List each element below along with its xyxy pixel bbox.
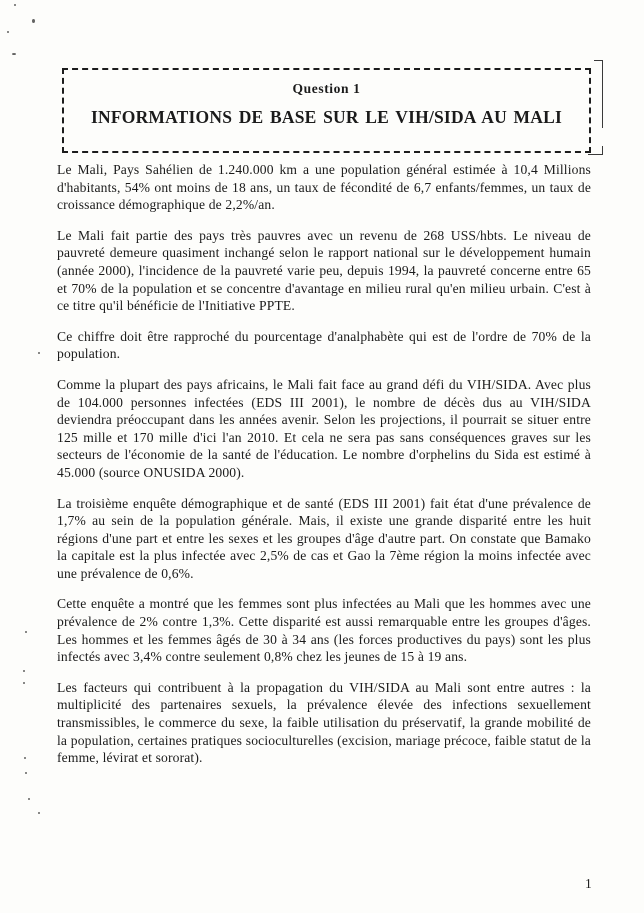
scan-speck: [25, 631, 27, 633]
paragraph-demography: Le Mali, Pays Sahélien de 1.240.000 km a une population général estimée à 10,4 Millions d'habitants, 54% ont moins de 18 ans, un taux de fécondité de 6,7 enfants/femmes, un taux de croissance démographique de 2,2%/an.: [57, 162, 591, 213]
scan-speck: [23, 682, 25, 684]
paragraph-propagation-factors: Les facteurs qui contribuent à la propagation du VIH/SIDA au Mali sont entre autres : la multiplicité des partenaires sexuels, la prévalence élevée des infections sexuellement transmissibles, le commerce du sexe, la faible utilisation du préservatif, la grande mobilité de la population, certaines pratiques socioculturelles (excision, mariage précoce, faible statut de la femme, lévirat et sororat).: [57, 679, 591, 766]
scan-speck: [38, 812, 40, 814]
paragraph-eds-survey: La troisième enquête démographique et de santé (EDS III 2001) fait état d'une prévalence de 1,7% au sein de la population générale. Mais, il existe une grande disparité entre les huit régions d'une part et entre les sexes et les groupes d'âge d'autre part. On constate que Bamako la capitale est la plus infectée avec 2,5% de cas et Gao la 7ème région la moins infectée avec une prévalence de 0,6%.: [57, 495, 591, 581]
scan-speck: [38, 352, 40, 354]
paragraph-gender-disparity: Cette enquête a montré que les femmes sont plus infectées au Mali que les hommes avec une prévalence de 2% contre 1,3%. Cette disparité est aussi remarquable entre les groupes d'âges. Les hommes et les femmes âgés de 30 à 34 ans (les forces productives du pays) sont les plus infectés avec 3,4% contre seulement 0,8% chez les jeunes de 15 à 19 ans.: [57, 596, 591, 665]
document-body: [57, 161, 591, 780]
question-label: Question 1: [292, 81, 361, 96]
scan-speck: [23, 670, 25, 672]
scan-speck: [24, 757, 26, 759]
paragraph-poverty: Le Mali fait partie des pays très pauvres avec un revenu de 268 USS/hbts. Le niveau de pauvreté demeure quasiment inchangé selon le rapport national sur le développement humain (année 2000), l'incidence de la pauvreté varie peu, depuis 1994, la pauvreté concerne entre 65 et 70% de la population et se concentre d'avantage en milieu rural qu'en milieu urbain. C'est à ce titre qu'il bénéficie de l'Initiative PPTE.: [57, 227, 591, 314]
scan-border-artifact: [594, 60, 603, 128]
scan-speck: [7, 31, 9, 33]
scan-speck: [28, 798, 30, 800]
page-title: INFORMATIONS DE BASE SUR LE VIH/SIDA AU MALI: [91, 107, 562, 127]
scan-speck: [14, 4, 16, 6]
scan-speck: [32, 19, 35, 23]
scan-speck: [25, 772, 27, 774]
paragraph-hiv-challenge: Comme la plupart des pays africains, le Mali fait face au grand défi du VIH/SIDA. Avec plus de 104.000 personnes infectées (EDS III 2001), le nombre de décès dus au VIH/SIDA deviendra préoccupant dans les années avenir. Selon les projections, il pourrait se situer entre 125 mille et 170 mille d'ici l'an 2010. Et cela ne sera pas sans conséquences graves sur les secteurs de l'économie de la santé de l'éducation. Le nombre d'orphelins du Sida est estimé à 45.000 (source ONUSIDA 2000).: [57, 376, 591, 480]
title-box: [62, 68, 591, 153]
paragraph-illiteracy: Ce chiffre doit être rapproché du pourcentage d'analphabète qui est de l'ordre de 70% de la population.: [57, 328, 591, 362]
scan-speck: [12, 53, 16, 55]
page-number: 1: [585, 876, 592, 891]
